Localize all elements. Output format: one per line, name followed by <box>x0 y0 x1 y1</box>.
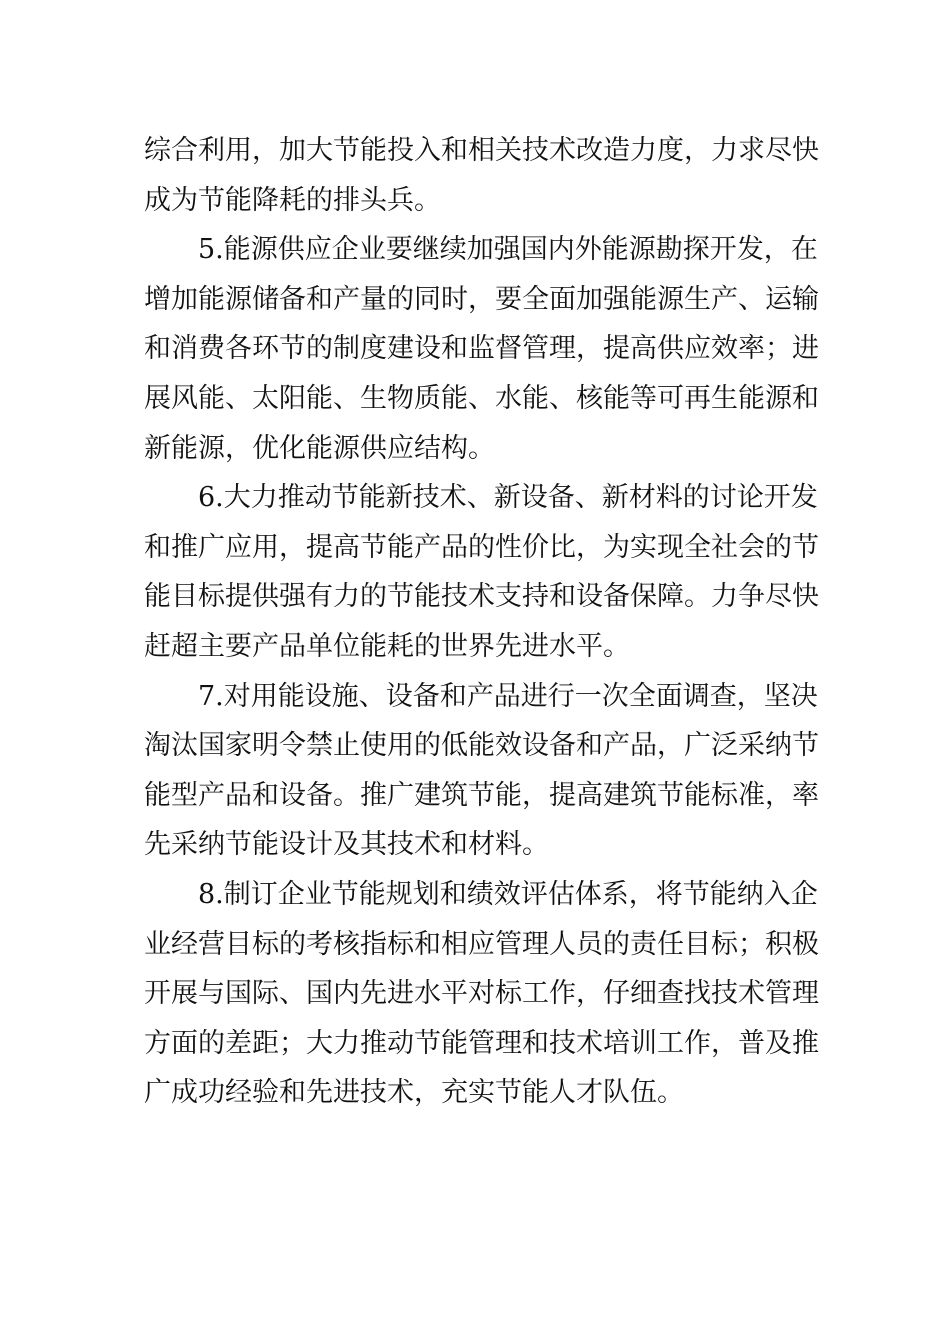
paragraph-6-first-line: 6.大力推动节能新技术、新设备、新材料的讨论开发 <box>198 482 818 514</box>
text-line: 成为节能降耗的排头兵。 <box>144 184 441 216</box>
text-line: 和推广应用，提高节能产品的性价比，为实现全社会的节 <box>144 531 819 563</box>
text-line: 展风能、太阳能、生物质能、水能、核能等可再生能源和 <box>144 382 819 414</box>
text-line: 能型产品和设备。推广建筑节能，提高建筑节能标准，率 <box>144 779 819 811</box>
text-line: 综合利用，加大节能投入和相关技术改造力度，力求尽快 <box>144 135 819 166</box>
text-line: 和消费各环节的制度建设和监督管理，提高供应效率；进 <box>144 333 819 365</box>
text-line: 广成功经验和先进技术，充实节能人才队伍。 <box>144 1077 684 1109</box>
document-body <box>144 126 819 1118</box>
text-line: 新能源，优化能源供应结构。 <box>144 432 495 464</box>
paragraph-5-first-line: 5.能源供应企业要继续加强国内外能源勘探开发，在 <box>198 234 818 266</box>
text-line: 方面的差距；大力推动节能管理和技术培训工作，普及推 <box>144 1027 819 1059</box>
paragraph-8-first-line: 8.制订企业节能规划和绩效评估体系，将节能纳入企 <box>198 878 818 910</box>
text-line: 先采纳节能设计及其技术和材料。 <box>144 829 549 861</box>
text-line: 能目标提供强有力的节能技术支持和设备保障。力争尽快 <box>144 581 819 613</box>
text-line: 淘汰国家明令禁止使用的低能效设备和产品，广泛采纳节 <box>144 730 819 762</box>
text-line: 增加能源储备和产量的同时，要全面加强能源生产、运输 <box>144 283 819 315</box>
text-line: 赶超主要产品单位能耗的世界先进水平。 <box>144 630 630 662</box>
paragraph-7-first-line: 7.对用能设施、设备和产品进行一次全面调查，坚决 <box>198 680 818 712</box>
text-line: 开展与国际、国内先进水平对标工作，仔细查找技术管理 <box>144 978 819 1010</box>
text-line: 业经营目标的考核指标和相应管理人员的责任目标；积极 <box>144 928 819 960</box>
